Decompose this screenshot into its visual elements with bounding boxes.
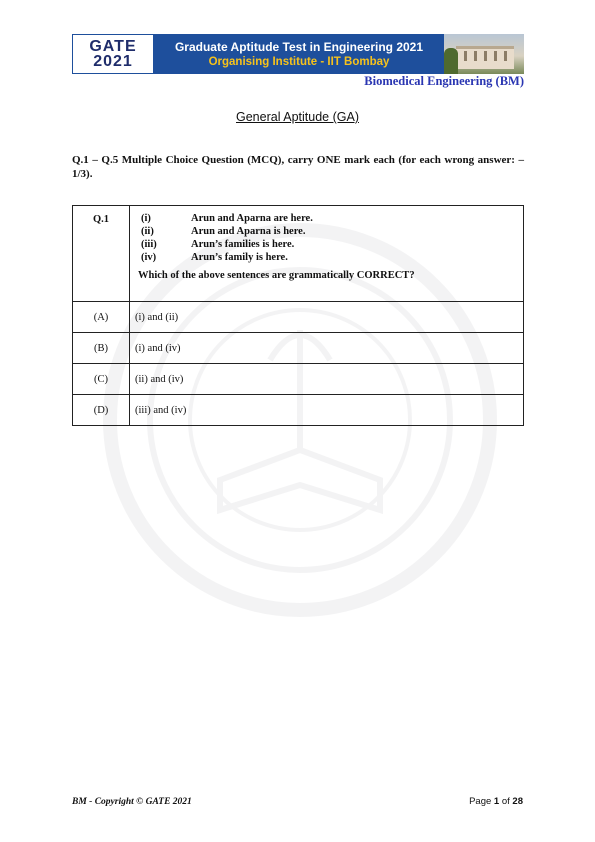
- option-row: [73, 333, 524, 364]
- option-row: [73, 364, 524, 395]
- page-of: of: [499, 796, 513, 807]
- statement: [138, 238, 515, 251]
- statement-number: (i): [141, 213, 151, 224]
- statement-text: Arun and Aparna is here.: [191, 226, 306, 237]
- statement: [138, 225, 515, 238]
- statement-number: (ii): [141, 226, 154, 237]
- option-text: (i) and (iv): [130, 333, 524, 364]
- question-table: [72, 205, 524, 426]
- question-row: [73, 206, 524, 302]
- option-label: (A): [73, 302, 130, 333]
- statement: [138, 212, 515, 225]
- page-current: 1: [493, 796, 500, 807]
- statement-text: Arun’s families is here.: [191, 239, 295, 250]
- page-prefix: Page: [469, 796, 494, 807]
- institute-building-photo: [444, 34, 524, 74]
- option-row: [73, 395, 524, 426]
- option-text: (iii) and (iv): [130, 395, 524, 426]
- question-prompt: Which of the above sentences are grammatically CORRECT?: [138, 270, 415, 281]
- option-row: [73, 302, 524, 333]
- section-title: General Aptitude (GA): [236, 110, 359, 124]
- option-label: (B): [73, 333, 130, 364]
- option-label: (D): [73, 395, 130, 426]
- banner-subtitle: Organising Institute - IIT Bombay: [208, 56, 390, 68]
- banner-title: Graduate Aptitude Test in Engineering 2021: [174, 40, 424, 54]
- logo-text-year: 2021: [93, 53, 133, 70]
- option-label: (C): [73, 364, 130, 395]
- question-stem: [130, 206, 524, 302]
- footer-page-number: [469, 796, 523, 807]
- option-text: (i) and (ii): [130, 302, 524, 333]
- header-banner: [72, 34, 524, 74]
- statement-text: Arun’s family is here.: [191, 252, 288, 263]
- statement: [138, 251, 515, 264]
- question-number: Q.1: [73, 206, 130, 302]
- gate-logo: [72, 34, 154, 74]
- page-total: 28: [512, 796, 523, 807]
- statement-number: (iv): [141, 252, 157, 263]
- statement-text: Arun and Aparna are here.: [191, 213, 313, 224]
- footer-copyright: BM - Copyright © GATE 2021: [72, 797, 192, 807]
- instructions: Q.1 – Q.5 Multiple Choice Question (MCQ), carry ONE mark each (for each wrong answer: – 1/3).: [72, 154, 524, 180]
- logo-text-gate: GATE: [89, 38, 137, 55]
- statement-number: (iii): [141, 239, 157, 250]
- discipline-label: Biomedical Engineering (BM): [364, 74, 524, 88]
- banner-text: [154, 34, 444, 74]
- option-text: (ii) and (iv): [130, 364, 524, 395]
